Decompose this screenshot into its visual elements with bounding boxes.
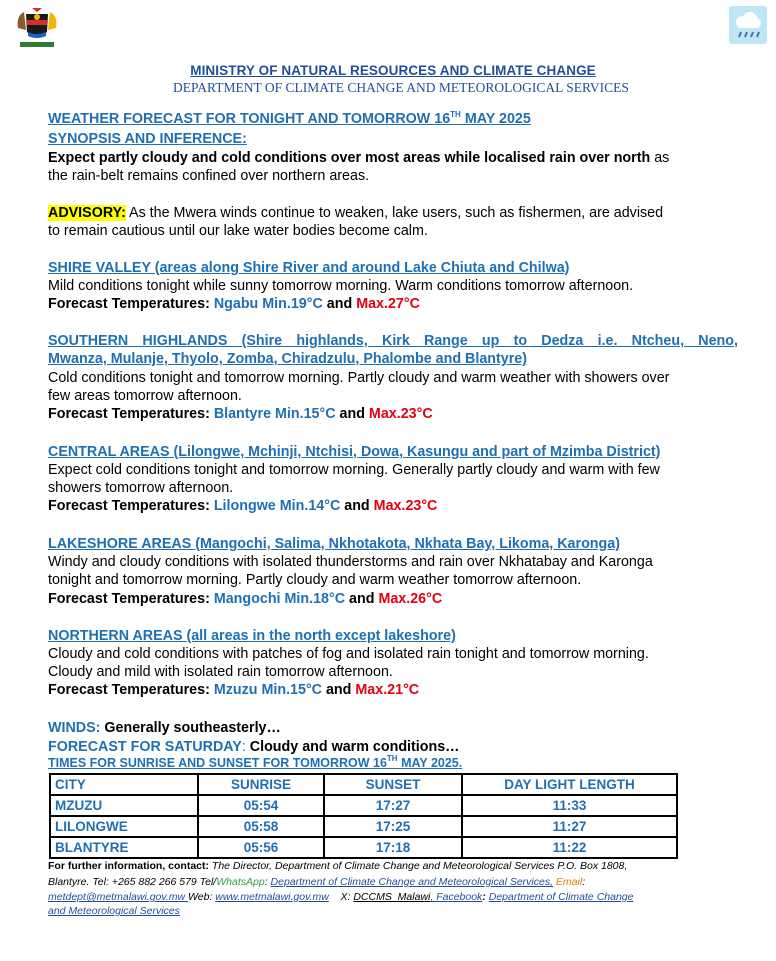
rain-cloud-icon bbox=[729, 6, 767, 44]
table-cell: 11:33 bbox=[462, 795, 677, 816]
region-heading-southern-highlands-cont: Mwanza, Mulanje, Thyolo, Zomba, Chiradzulu, Phalombe and Blantyre) bbox=[48, 351, 527, 367]
region-heading-central-areas: CENTRAL AREAS (Lilongwe, Mchinji, Ntchisi, Dowa, Kasungu and part of Mzimba District) bbox=[48, 444, 661, 460]
forecast-title: WEATHER FORECAST FOR TONIGHT AND TOMORROW 16TH MAY 2025 bbox=[48, 110, 531, 127]
facebook-page-link-cont[interactable]: and Meteorological Services bbox=[48, 905, 180, 917]
winds-line: WINDS: Generally southeasterly… bbox=[48, 720, 281, 736]
region-text: showers tomorrow afternoon. bbox=[48, 480, 234, 496]
table-row bbox=[50, 795, 677, 816]
advisory-label: ADVISORY: bbox=[48, 205, 126, 221]
table-cell: 17:25 bbox=[324, 816, 462, 837]
forecast-temperatures: Forecast Temperatures: Mzuzu Min.15°C and Max.21°C bbox=[48, 682, 420, 698]
saturday-forecast-line: FORECAST FOR SATURDAY: Cloudy and warm conditions… bbox=[48, 739, 460, 755]
sun-times-table bbox=[49, 773, 678, 859]
forecast-temperatures: Forecast Temperatures: Mangochi Min.18°C and Max.26°C bbox=[48, 591, 443, 607]
table-cell: 11:22 bbox=[462, 837, 677, 858]
footer-line-1: For further information, contact: The Director, Department of Climate Change and Meteorological Services P.O. Box 1808, bbox=[48, 860, 628, 872]
footer-line-2: Blantyre. Tel: +265 882 266 579 Tel/WhatsApp: Department of Climate Change and Meteorological Services, Email: bbox=[48, 876, 586, 888]
column-header: SUNSET bbox=[324, 774, 462, 795]
x-handle-link[interactable]: DCCMS_Malawi bbox=[353, 891, 431, 903]
table-cell: 17:18 bbox=[324, 837, 462, 858]
synopsis-line-1: Expect partly cloudy and cold conditions over most areas while localised rain over north as bbox=[48, 150, 670, 166]
table-row bbox=[50, 837, 677, 858]
region-text: Cloudy and cold conditions with patches of fog and isolated rain tonight and tomorrow morning. bbox=[48, 646, 649, 662]
table-cell: BLANTYRE bbox=[50, 837, 198, 858]
advisory-line-2: to remain cautious until our lake water bodies become calm. bbox=[48, 223, 428, 239]
advisory-line-1: ADVISORY: As the Mwera winds continue to weaken, lake users, such as fishermen, are advised bbox=[48, 205, 664, 221]
coat-of-arms-icon bbox=[14, 6, 60, 52]
table-row bbox=[50, 816, 677, 837]
region-text: few areas tomorrow afternoon. bbox=[48, 388, 242, 404]
region-text: tonight and tomorrow morning. Partly cloudy and warm weather tomorrow afternoon. bbox=[48, 572, 582, 588]
column-header: SUNRISE bbox=[198, 774, 324, 795]
table-cell: 17:27 bbox=[324, 795, 462, 816]
forecast-temperatures: Forecast Temperatures: Blantyre Min.15°C and Max.23°C bbox=[48, 406, 433, 422]
region-text: Mild conditions tonight while sunny tomorrow morning. Warm conditions tomorrow afternoon. bbox=[48, 278, 634, 294]
column-header: CITY bbox=[50, 774, 198, 795]
web-link[interactable]: www.metmalawi.gov.mw bbox=[215, 891, 329, 903]
table-cell: MZUZU bbox=[50, 795, 198, 816]
synopsis-line-2: the rain-belt remains confined over northern areas. bbox=[48, 168, 370, 184]
synopsis-heading: SYNOPSIS AND INFERENCE: bbox=[48, 131, 247, 147]
table-header-row bbox=[50, 774, 677, 795]
facebook-link[interactable]: , Facebook bbox=[430, 891, 483, 903]
sun-table-title: TIMES FOR SUNRISE AND SUNSET FOR TOMORROW 16TH MAY 2025. bbox=[48, 754, 463, 770]
region-heading-shire-valley: SHIRE VALLEY (areas along Shire River and around Lake Chiuta and Chilwa) bbox=[48, 260, 570, 276]
ministry-title: MINISTRY OF NATURAL RESOURCES AND CLIMATE CHANGE bbox=[190, 63, 596, 78]
footer-line-3: metdept@metmalawi.gov.mw Web: www.metmalawi.gov.mw X: DCCMS_Malawi, Facebook: Department of Climate Change bbox=[48, 891, 634, 903]
region-text: Cold conditions tonight and tomorrow morning. Partly cloudy and warm weather with showers over bbox=[48, 370, 670, 386]
footer-line-4 bbox=[48, 903, 180, 919]
region-text: Expect cold conditions tonight and tomorrow morning. Generally partly cloudy and warm with few bbox=[48, 462, 660, 478]
region-text: Cloudy and mild with isolated rain tomorrow afternoon. bbox=[48, 664, 393, 680]
column-header: DAY LIGHT LENGTH bbox=[462, 774, 677, 795]
region-text: Windy and cloudy conditions with isolated thunderstorms and rain over Nkhatabay and Karonga bbox=[48, 554, 653, 570]
region-heading-southern-highlands: SOUTHERN HIGHLANDS (Shire highlands, Kirk Range up to Dedza i.e. Ntcheu, Neno, bbox=[48, 333, 738, 349]
table-cell: LILONGWE bbox=[50, 816, 198, 837]
table-cell: 05:56 bbox=[198, 837, 324, 858]
department-title: DEPARTMENT OF CLIMATE CHANGE AND METEOROLOGICAL SERVICES bbox=[173, 80, 629, 95]
table-cell: 11:27 bbox=[462, 816, 677, 837]
facebook-page-link[interactable]: Department of Climate Change bbox=[488, 891, 634, 903]
region-heading-lakeshore-areas: LAKESHORE AREAS (Mangochi, Salima, Nkhotakota, Nkhata Bay, Likoma, Karonga) bbox=[48, 536, 620, 552]
region-heading-northern-areas: NORTHERN AREAS (all areas in the north except lakeshore) bbox=[48, 628, 456, 644]
table-cell: 05:54 bbox=[198, 795, 324, 816]
forecast-temperatures: Forecast Temperatures: Ngabu Min.19°C and Max.27°C bbox=[48, 296, 420, 312]
table-cell: 05:58 bbox=[198, 816, 324, 837]
email-link[interactable]: metdept@metmalawi.gov.mw bbox=[48, 891, 189, 903]
dept-link[interactable]: Department of Climate Change and Meteorological Services, bbox=[270, 876, 554, 888]
forecast-temperatures: Forecast Temperatures: Lilongwe Min.14°C and Max.23°C bbox=[48, 498, 438, 514]
